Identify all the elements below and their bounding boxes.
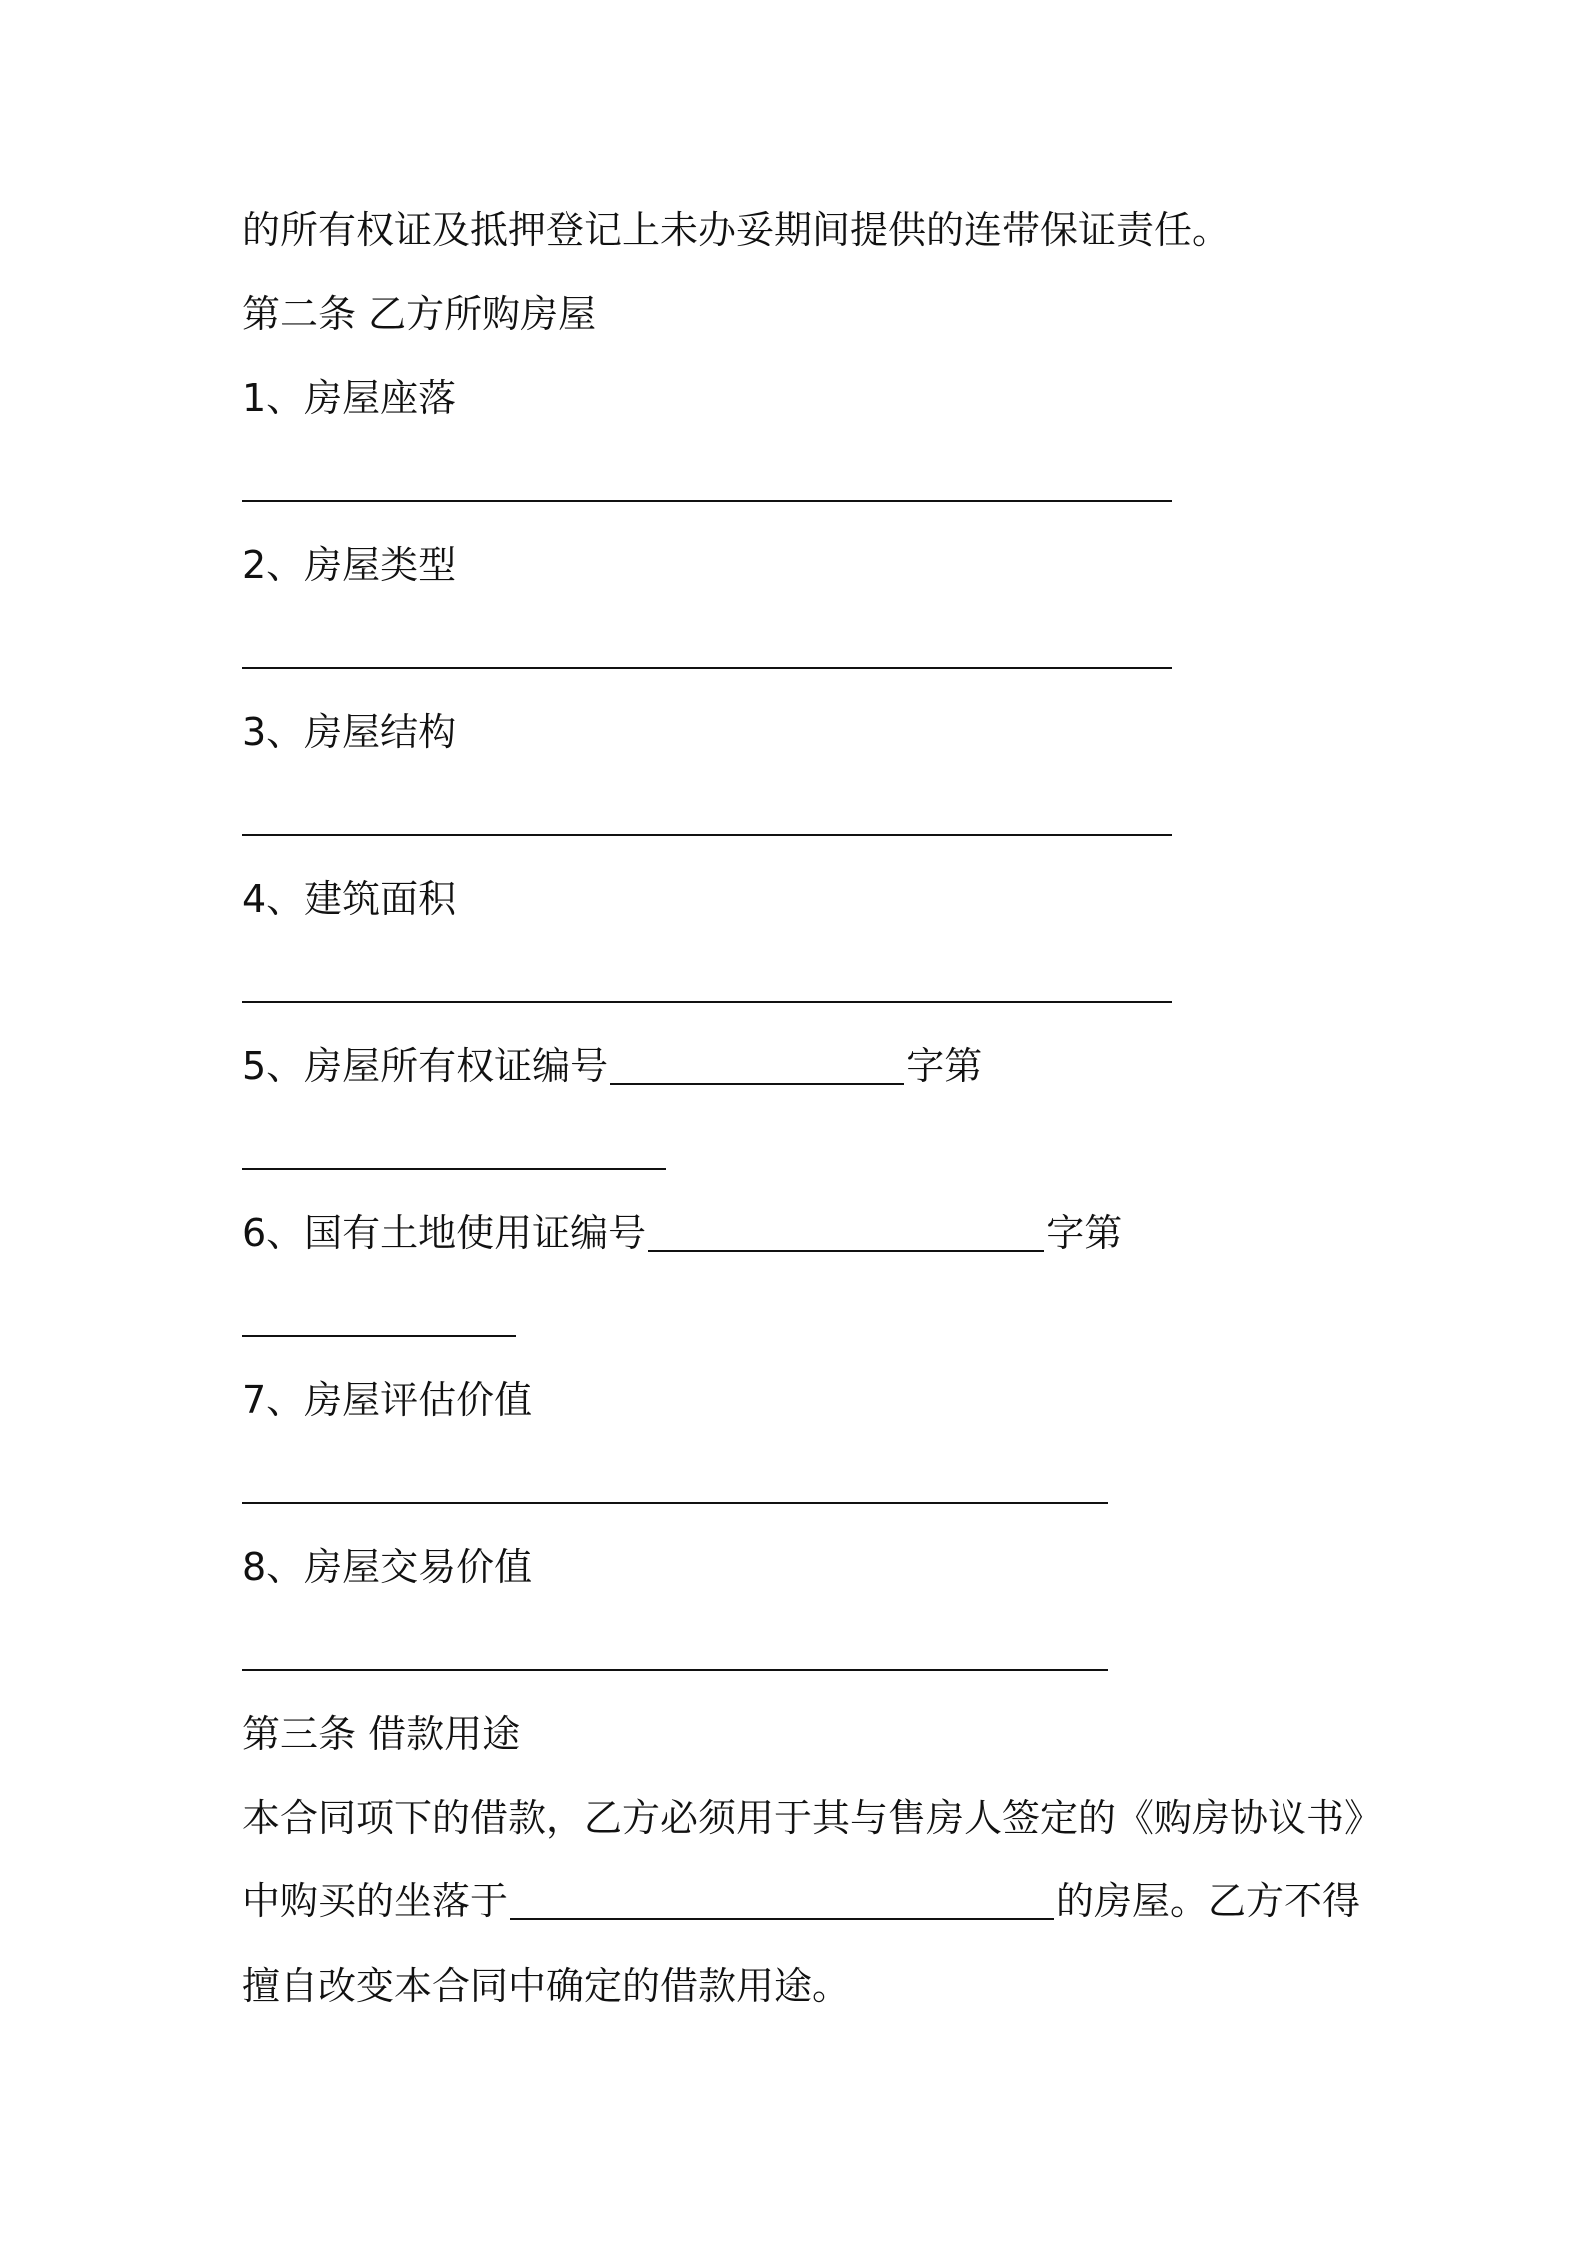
location-blank [510,1918,1054,1920]
article-3-line-3: 擅自改变本合同中确定的借款用途。 [242,1964,851,2008]
item-5-suffix: 字第 [906,1044,983,1088]
item-6-blank [242,1335,516,1337]
item-5-inline-blank [610,1083,904,1085]
item-1-blank [242,500,1172,502]
item-6-inline-blank [648,1250,1044,1252]
item-7-label: 7、房屋评估价值 [242,1378,533,1422]
item-7-blank [242,1502,1108,1504]
item-3-label: 3、房屋结构 [242,710,457,754]
item-8-blank [242,1669,1108,1671]
article-2-heading: 第二条 乙方所购房屋 [242,292,597,336]
item-8-label: 8、房屋交易价值 [242,1545,533,1589]
item-4-label: 4、建筑面积 [242,877,457,921]
item-6-label: 6、国有土地使用证编号 [242,1211,647,1255]
item-6-line [242,1209,1122,1257]
item-5-blank [242,1168,666,1170]
article-3-line-2-prefix: 中购买的坐落于 [242,1879,509,1923]
item-2-blank [242,667,1172,669]
article-3-line-1: 本合同项下的借款，乙方必须用于其与售房人签定的《购房协议书》 [242,1796,1383,1840]
item-4-blank [242,1001,1172,1003]
article-3-heading: 第三条 借款用途 [242,1712,521,1756]
item-5-label: 5、房屋所有权证编号 [242,1044,609,1088]
article-3-line-2-suffix: 的房屋。乙方不得 [1056,1879,1361,1923]
item-5-line [242,1042,982,1090]
continuation-text: 的所有权证及抵押登记上未办妥期间提供的连带保证责任。 [242,208,1231,252]
item-2-label: 2、房屋类型 [242,543,457,587]
article-3-line-2 [242,1877,1360,1925]
item-3-blank [242,834,1172,836]
item-1-label: 1、房屋座落 [242,376,457,420]
item-6-suffix: 字第 [1046,1211,1123,1255]
